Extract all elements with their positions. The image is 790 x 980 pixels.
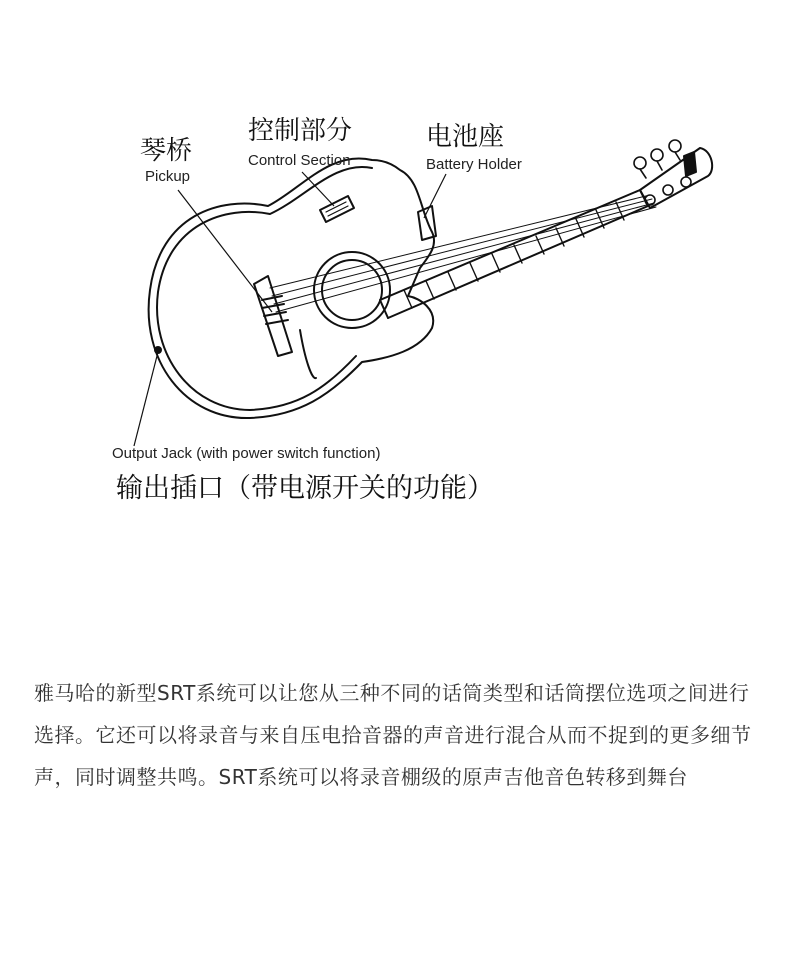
control-section-label-en: Control Section [248, 152, 351, 169]
battery-holder-label-en: Battery Holder [426, 156, 522, 173]
output-jack-label-en: Output Jack (with power switch function) [112, 445, 381, 462]
pickup-leader [178, 190, 272, 312]
pickup-label-en: Pickup [145, 168, 191, 185]
description-paragraph: 雅马哈的新型SRT系统可以让您从三种不同的话筒类型和话筒摆位选项之间进行选择。它还可以将录音与来自压电拾音器的声音进行混合从而不捉到的更多细节声，同时调整共鸣。SRT系统可以将录音棚级的原声吉他音色转移到舞台 [34, 681, 752, 789]
battery-holder-label-cn: 电池座 [426, 122, 505, 152]
control-section-box [320, 196, 354, 222]
battery-leader [424, 174, 446, 218]
output-jack-label-cn: 输出插口（带电源开关的功能） [116, 473, 494, 504]
pickup-label-cn: 琴桥 [140, 136, 193, 166]
bridge [254, 276, 292, 356]
guitar-body [149, 158, 434, 418]
guitar-neck [380, 190, 648, 318]
control-section-label-cn: 控制部分 [248, 116, 353, 146]
output-leader [134, 352, 158, 446]
